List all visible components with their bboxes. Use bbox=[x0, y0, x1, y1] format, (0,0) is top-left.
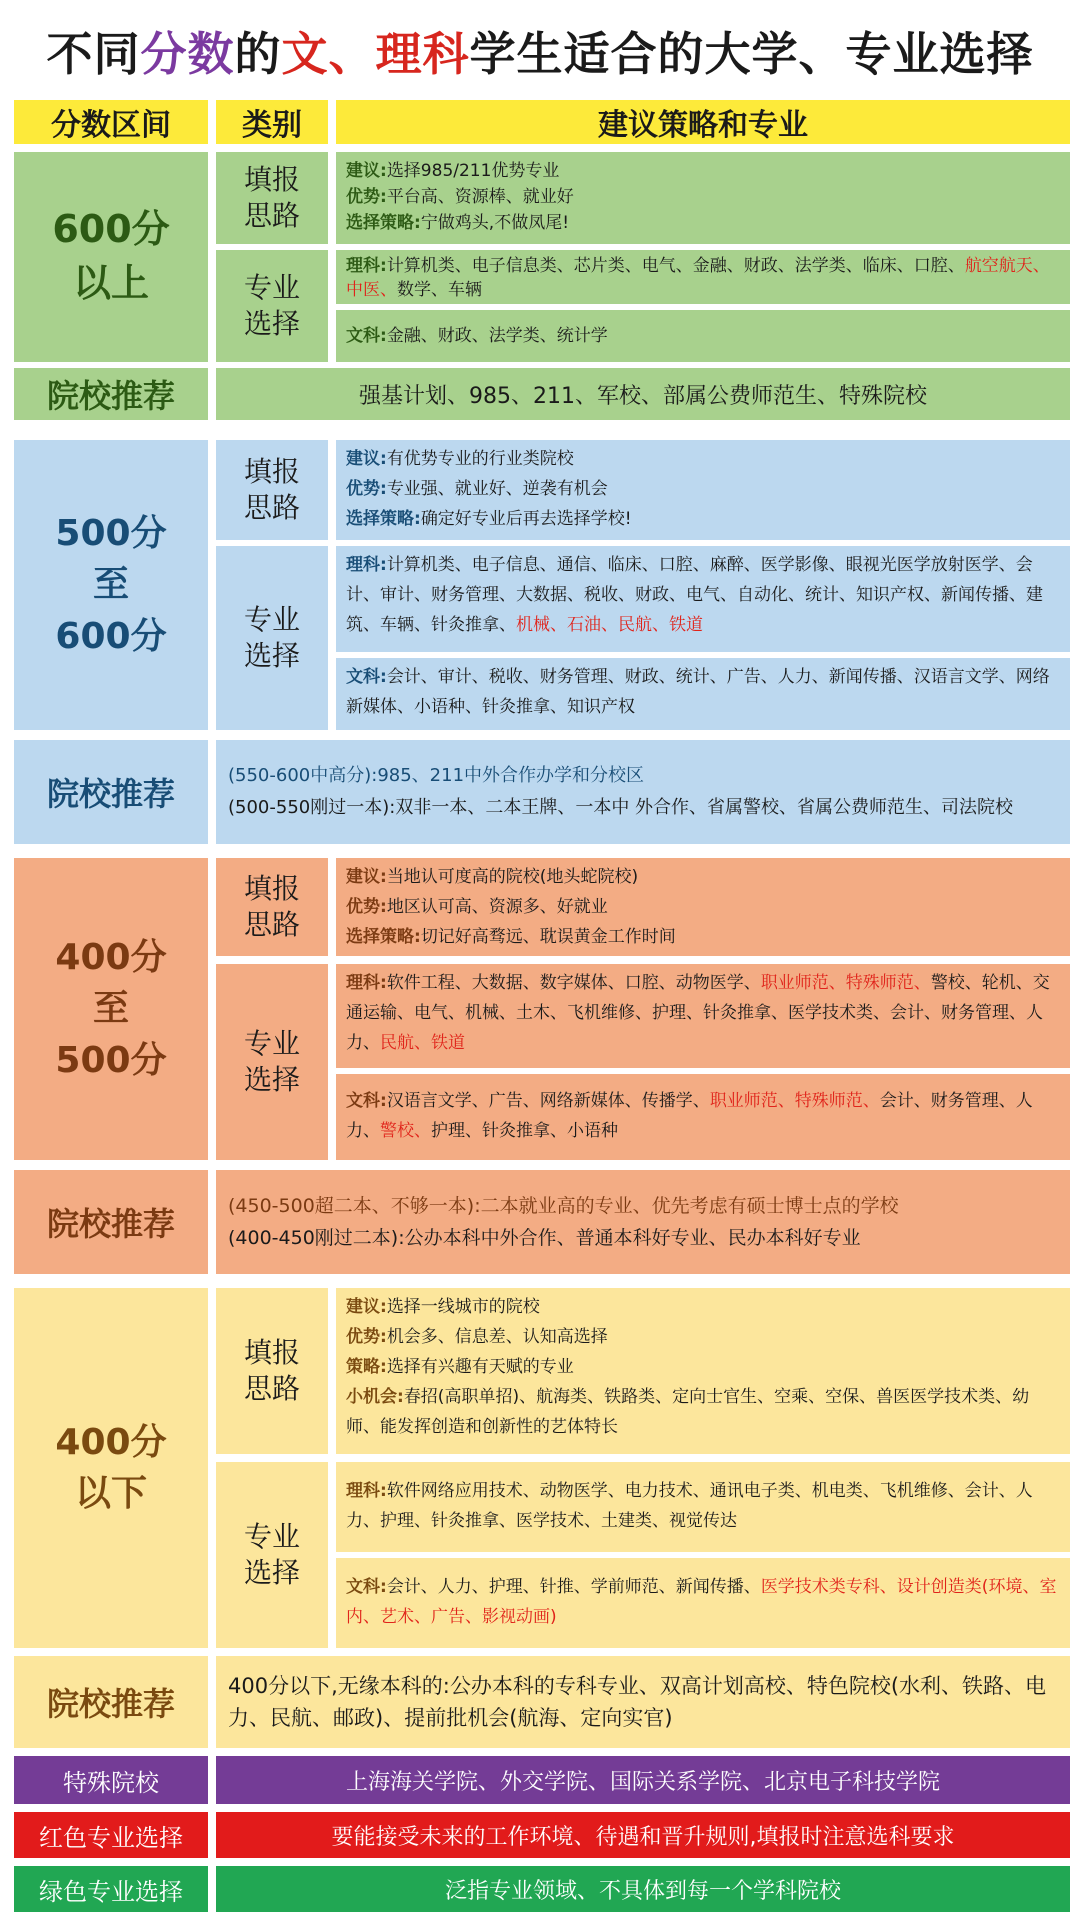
fill-strategy-600 bbox=[336, 152, 1070, 244]
fill-line: 优势:地区认可高、资源多、好就业 bbox=[346, 897, 608, 917]
fill-strategy-500 bbox=[336, 440, 1070, 540]
recommend-low bbox=[216, 1656, 1070, 1748]
arts-majors-500: 文科:会计、审计、税收、财务管理、财政、统计、广告、人力、新闻传播、汉语言文学、网络新媒体、小语种、针灸推拿、知识产权 bbox=[336, 658, 1070, 730]
category-fill-strategy: 填报 思路 bbox=[216, 858, 328, 956]
fill-line: 优势:专业强、就业好、逆袭有机会 bbox=[346, 479, 608, 499]
special-schools-text: 上海海关学院、外交学院、国际关系学院、北京电子科技学院 bbox=[216, 1756, 1070, 1804]
fill-line: 选择策略:宁做鸡头,不做凤尾! bbox=[346, 213, 570, 233]
fill-line: 小机会:春招(高职单招)、航海类、铁路类、定向士官生、空乘、空保、兽医医学技术类、幼师、能发挥创造和创新性的艺体特长 bbox=[346, 1387, 1030, 1437]
recommend-500 bbox=[216, 740, 1070, 844]
green-major-label: 绿色专业选择 bbox=[14, 1866, 208, 1912]
fill-line: 建议:选择一线城市的院校 bbox=[346, 1297, 540, 1317]
fill-line: 建议:当地认可度高的院校(地头蛇院校) bbox=[346, 867, 639, 887]
fill-line: 建议:有优势专业的行业类院校 bbox=[346, 449, 574, 469]
red-major-label: 红色专业选择 bbox=[14, 1812, 208, 1858]
recommend-label-500: 院校推荐 bbox=[14, 740, 208, 844]
green-major-text: 泛指专业领域、不具体到每一个学科院校 bbox=[216, 1866, 1070, 1912]
recommend-line: (550-600中高分):985、211中外合作办学和分校区 bbox=[228, 765, 645, 786]
range-600-plus: 600分 以上 bbox=[14, 152, 208, 362]
science-majors-600: 理科:计算机类、电子信息类、芯片类、电气、金融、财政、法学类、临床、口腔、航空航天、中医、数学、车辆 bbox=[336, 250, 1070, 304]
arts-majors-600: 文科: 金融、财政、法学类、统计学 bbox=[336, 310, 1070, 362]
recommend-label-400: 院校推荐 bbox=[14, 1170, 208, 1274]
category-major: 专业 选择 bbox=[216, 546, 328, 730]
header-strategy: 建议策略和专业 bbox=[336, 100, 1070, 144]
science-majors-500: 理科:计算机类、电子信息、通信、临床、口腔、麻醉、医学影像、眼视光医学放射医学、会计、审计、财务管理、大数据、税收、财政、电气、自动化、统计、知识产权、新闻传播、建筑、车辆、针灸推拿、机械、石油、民航、铁道 bbox=[336, 546, 1070, 652]
category-fill-strategy: 填报 思路 bbox=[216, 152, 328, 244]
recommend-400 bbox=[216, 1170, 1070, 1274]
category-major: 专业 选择 bbox=[216, 250, 328, 362]
fill-strategy-400 bbox=[336, 858, 1070, 956]
fill-line: 选择策略:切记好高骛远、耽误黄金工作时间 bbox=[346, 927, 676, 947]
special-schools-label: 特殊院校 bbox=[14, 1756, 208, 1804]
recommend-line: (450-500超二本、不够一本):二本就业高的专业、优先考虑有硕士博士点的学校 bbox=[228, 1195, 899, 1217]
recommend-label-600: 院校推荐 bbox=[14, 368, 208, 420]
recommend-600: 强基计划、985、211、军校、部属公费师范生、特殊院校 bbox=[216, 368, 1070, 420]
arts-majors-low: 文科:会计、人力、护理、针推、学前师范、新闻传播、医学技术类专科、设计创造类(环境、室内、艺术、广告、影视动画) bbox=[336, 1558, 1070, 1648]
fill-line: 选择策略:确定好专业后再去选择学校! bbox=[346, 509, 632, 529]
recommend-line: (400-450刚过二本):公办本科中外合作、普通本科好专业、民办本科好专业 bbox=[228, 1227, 861, 1249]
recommend-line: 400分以下,无缘本科的:公办本科的专科专业、双高计划高校、特色院校(水利、铁路、电力、民航、邮政)、提前批机会(航海、定向实官) bbox=[228, 1674, 1047, 1730]
range-400-500: 400分 至 500分 bbox=[14, 858, 208, 1160]
science-majors-400: 理科:软件工程、大数据、数字媒体、口腔、动物医学、职业师范、特殊师范、警校、轮机、交通运输、电气、机械、土木、飞机维修、护理、针灸推拿、医学技术类、会计、财务管理、人力、民航、铁道 bbox=[336, 964, 1070, 1068]
arts-majors-400: 文科:汉语言文学、广告、网络新媒体、传播学、职业师范、特殊师范、会计、财务管理、人力、警校、护理、针灸推拿、小语种 bbox=[336, 1074, 1070, 1160]
recommend-label-low: 院校推荐 bbox=[14, 1656, 208, 1748]
fill-strategy-low bbox=[336, 1288, 1070, 1454]
science-majors-low: 理科:软件网络应用技术、动物医学、电力技术、通讯电子类、机电类、飞机维修、会计、人力、护理、针灸推拿、医学技术、土建类、视觉传达 bbox=[336, 1462, 1070, 1552]
fill-line: 优势:平台高、资源棒、就业好 bbox=[346, 187, 574, 207]
category-fill-strategy: 填报 思路 bbox=[216, 440, 328, 540]
red-major-text: 要能接受未来的工作环境、待遇和晋升规则,填报时注意选科要求 bbox=[216, 1812, 1070, 1858]
header-score-range: 分数区间 bbox=[14, 100, 208, 144]
category-major: 专业 选择 bbox=[216, 1462, 328, 1648]
range-500-600: 500分 至 600分 bbox=[14, 440, 208, 730]
fill-line: 策略:选择有兴趣有天赋的专业 bbox=[346, 1357, 574, 1377]
recommend-line: (500-550刚过一本):双非一本、二本王牌、一本中 外合作、省属警校、省属公费师范生、司法院校 bbox=[228, 797, 1014, 818]
page-title: 不同分数的文、理科学生适合的大学、专业选择 bbox=[46, 27, 1034, 81]
category-major: 专业 选择 bbox=[216, 964, 328, 1160]
fill-line: 优势:机会多、信息差、认知高选择 bbox=[346, 1327, 608, 1347]
category-fill-strategy: 填报 思路 bbox=[216, 1288, 328, 1454]
header-category: 类别 bbox=[216, 100, 328, 144]
range-below-400: 400分 以下 bbox=[14, 1288, 208, 1648]
fill-line: 建议:选择985/211优势专业 bbox=[346, 161, 560, 181]
